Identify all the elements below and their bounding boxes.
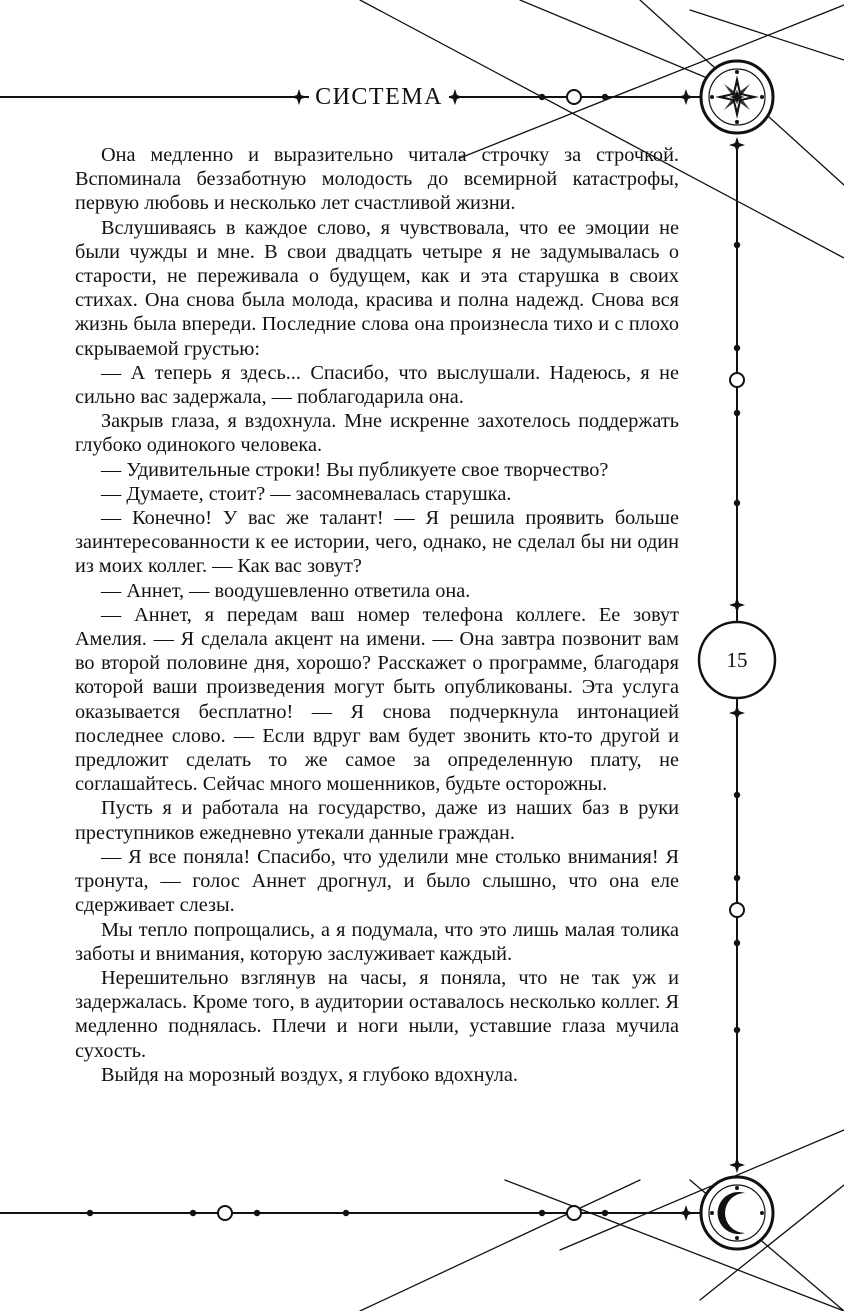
ornament-dot — [602, 1210, 608, 1216]
sparkle-icon — [729, 705, 745, 721]
paragraph: — Думаете, стоит? — засомневалась старушка. — [101, 482, 512, 505]
paragraph: Мы тепло попрощались, а я подумала, что это лишь малая толика заботы и внимания, которую заслуживает каждый. — [75, 918, 679, 965]
ornament-dot — [254, 1210, 260, 1216]
paragraph: Вслушиваясь в каждое слово, я чувствовала, что ее эмоции не были чужды и мне. В свои двадцать четыре я не задумывалась о старости, не переживала о будущем, как и эта старушка в своих стихах. Она снова была молода, красива и полна надежд. Снова вся жизнь была впереди. Последние слова она произнесла тихо и с плохо скрываемой грустью: — [75, 216, 679, 360]
ornament-dot — [734, 792, 740, 798]
ornament-dot — [734, 875, 740, 881]
ray — [505, 1180, 844, 1311]
paragraph: — Конечно! У вас же талант! — Я решила проявить больше заинтересованности к ее истории, чего, однако, не сделал бы ни один из моих коллег. — Как вас зовут? — [75, 507, 679, 578]
ornament-ring — [218, 1206, 232, 1220]
body-text — [75, 143, 679, 1087]
ornament-dot — [734, 1027, 740, 1033]
sparkle-icon — [291, 89, 307, 105]
paragraph: — Аннет, — воодушевленно ответила она. — [101, 579, 471, 602]
paragraph: — Удивительные строки! Вы публикуете свое творчество? — [101, 458, 609, 481]
ray — [460, 5, 844, 158]
ornament-dot — [734, 940, 740, 946]
ornament-dot — [734, 345, 740, 351]
paragraph: — Я все поняла! Спасибо, что уделили мне столько внимания! Я тронута, — голос Аннет дрогнул, и было слышно, что она еле сдерживает слезы. — [75, 845, 679, 917]
sparkle-icon — [729, 137, 745, 153]
sparkle-icon — [447, 89, 463, 105]
paragraph: Выйдя на морозный воздух, я глубоко вдохнула. — [101, 1063, 518, 1086]
ornament-dot — [734, 242, 740, 248]
paragraph: — А теперь я здесь... Спасибо, что выслушали. Надеюсь, я не сильно вас задержала, — поблагодарила она. — [75, 361, 679, 409]
sparkle-icon — [729, 1157, 745, 1173]
ornament-ring — [730, 903, 744, 917]
ornament-ring — [730, 373, 744, 387]
ornament-ring — [567, 90, 581, 104]
ray — [360, 1180, 640, 1311]
paragraph: Пусть я и работала на государство, даже из наших баз в руки преступников ежедневно утекали данные граждан. — [75, 797, 679, 844]
ornament-dot — [602, 94, 608, 100]
sparkle-icon — [678, 89, 694, 105]
ornament-dot — [343, 1210, 349, 1216]
ornament-ring — [567, 1206, 581, 1220]
ornament-dot — [734, 500, 740, 506]
ray — [690, 10, 844, 60]
ornament-dot — [190, 1210, 196, 1216]
sparkle-icon — [729, 597, 745, 613]
running-head: СИСТЕМА — [309, 82, 449, 112]
ornament-dot — [539, 94, 545, 100]
ornament-dot — [539, 1210, 545, 1216]
page-number: 15 — [726, 647, 748, 672]
paragraph: Она медленно и выразительно читала строчку за строчкой. Вспоминала беззаботную молодость до всемирной катастрофы, первую любовь и несколько лет счастливой жизни. — [75, 144, 679, 215]
ornament-dot — [87, 1210, 93, 1216]
paragraph: Нерешительно взглянув на часы, я поняла, что не так уж и задержалась. Кроме того, в аудитории оставалось несколько коллег. Я медленно поднялась. Плечи и ноги ныли, уставшие глаза мучила сухость. — [75, 966, 679, 1062]
paragraph: Закрыв глаза, я вздохнула. Мне искренне захотелось поддержать глубоко одинокого человека. — [75, 410, 679, 457]
paragraph: — Аннет, я передам ваш номер телефона коллеге. Ее зовут Амелия. — Я сделала акцент на имени. — Она завтра позвонит вам во второй половине дня, хорошо? Расскажет о программе, благодаря которой ваши произведения могут быть опубликованы. Эта услуга оказывается бесплатно! — Я снова подчеркнула интонацией последнее слово. — Если вдруг вам будет звонить кто-то другой и предложит сделать то же самое за определенную плату, не соглашайтесь. Сейчас много мошенников, будьте осторожны. — [75, 603, 679, 796]
sparkle-icon — [678, 1205, 694, 1221]
ornament-dot — [734, 410, 740, 416]
ray — [520, 0, 736, 90]
